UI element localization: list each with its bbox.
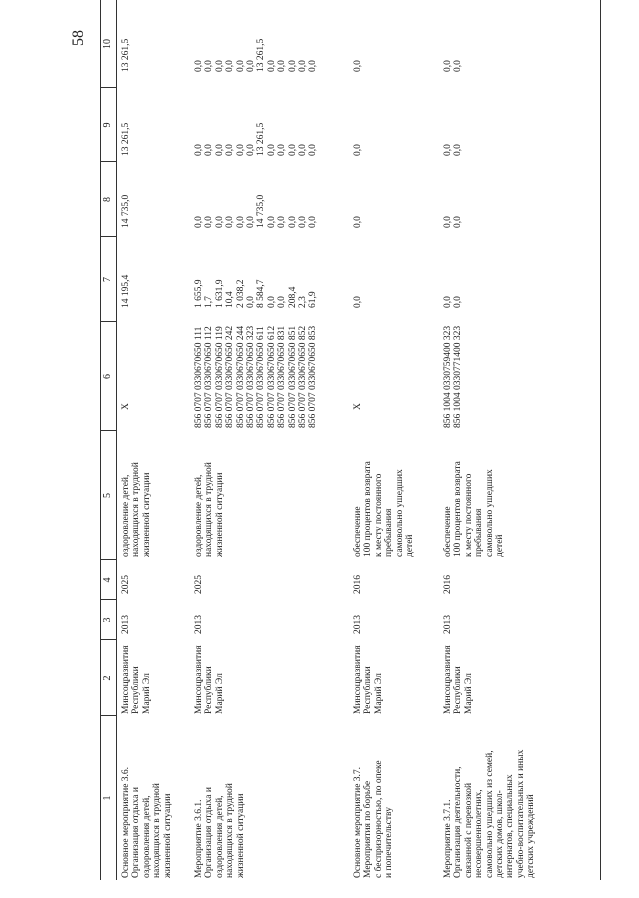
row-0-col-3: 2013 [121, 615, 131, 634]
row-3-col-2: Минсоцразвития Республики Марий Эл [443, 645, 474, 714]
col-header-5: 5 [102, 493, 113, 498]
row-2-col-5: обеспечение 100 процентов возврата к месту постоянного пребывания самовольно ушедших детей [353, 461, 416, 557]
header-divider [116, 0, 117, 880]
col-header-3: 3 [102, 617, 113, 623]
row-0-col-10: 13 261,5 [121, 38, 131, 72]
table-border-top [100, 0, 101, 880]
row-1-col-9: 0,0 0,0 0,0 0,0 0,0 0,0 13 261,5 0,0 0,0 0,0 0,0 0,0 [194, 122, 319, 156]
row-3-col-5: обеспечение 100 процентов возврата к месту постоянного пребывания самовольно ушедших детей [443, 461, 506, 557]
page-number: 58 [70, 30, 87, 46]
row-1-col-1: Мероприятие 3.6.1. Организация отдыха и оздоровления детей, находящихся в трудной жизненной ситуации [194, 783, 246, 878]
row-0-col-1: Основное мероприятие 3.6. Организация отдыха и оздоровления детей, находящихся в трудной жизненной ситуации [121, 766, 173, 878]
row-0-col-9: 13 261,5 [121, 122, 131, 156]
row-1-col-10: 0,0 0,0 0,0 0,0 0,0 0,0 13 261,5 0,0 0,0 0,0 0,0 0,0 [194, 38, 319, 72]
row-0-col-8: 14 735,0 [121, 194, 131, 228]
row-1-col-6: 856 0707 0330670650 111 856 0707 0330670650 112 856 0707 0330670650 119 856 0707 0330670650 242 856 0707 0330670650 244 856 0707 0330670650 323 856 0707 0330670650 611 856 0707 0330670650 612 856 0707 0330670650 831 856 0707 0330670650 851 856 0707 0330670650 852 856 0707 0330670650 853 [194, 325, 319, 428]
col-header-4: 4 [102, 577, 113, 583]
row-3-col-6: 856 1004 0330759400 323 856 1004 0330771400 323 [443, 325, 464, 428]
row-1-col-5: оздоровление детей, находящихся в трудной жизненной ситуации [194, 462, 225, 557]
row-3-col-4: 2016 [443, 575, 453, 594]
row-0-col-2: Минсоцразвития Республики Марий Эл [121, 645, 152, 714]
row-2-col-9: 0,0 [353, 144, 363, 156]
table-border-bottom [600, 0, 601, 880]
row-3-col-8: 0,0 0,0 [443, 216, 464, 228]
row-2-col-2: Минсоцразвития Республики Марий Эл [353, 645, 384, 714]
row-0-col-7: 14 195,4 [121, 274, 131, 308]
row-3-col-10: 0,0 0,0 [443, 60, 464, 72]
row-2-col-7: 0,0 [353, 296, 363, 308]
col-header-6: 6 [102, 374, 113, 379]
row-2-col-3: 2013 [353, 615, 363, 634]
row-0-col-4: 2025 [121, 575, 131, 594]
col-header-2: 2 [102, 675, 113, 681]
row-1-col-2: Минсоцразвития Республики Марий Эл [194, 645, 225, 714]
col-header-10: 10 [102, 39, 113, 49]
col-header-7: 7 [102, 277, 113, 282]
row-2-col-8: 0,0 [353, 216, 363, 228]
row-1-col-3: 2013 [194, 615, 204, 634]
row-3-col-7: 0,0 0,0 [443, 296, 464, 308]
row-1-col-4: 2025 [194, 575, 204, 594]
row-2-col-1: Основное мероприятие 3.7. Мероприятия по борьбе с беспризорностью, по опеке и попечительству [353, 760, 395, 878]
row-0-col-5: оздоровление детей, находящихся в трудной жизненной ситуации [121, 462, 152, 557]
row-3-col-9: 0,0 0,0 [443, 144, 464, 156]
col-header-9: 9 [102, 122, 113, 128]
col-header-8: 8 [102, 197, 113, 202]
row-2-col-6: X [353, 403, 363, 410]
row-1-col-8: 0,0 0,0 0,0 0,0 0,0 0,0 14 735,0 0,0 0,0 0,0 0,0 0,0 [194, 194, 319, 228]
row-3-col-3: 2013 [443, 615, 453, 634]
row-1-col-7: 1 655,9 1,7 1 631,9 10,4 2 038,2 0,0 8 584,7 0,0 0,0 208,4 2,3 61,9 [194, 279, 319, 308]
rotated-table [100, 0, 600, 880]
row-0-col-6: X [121, 403, 131, 410]
row-3-col-1: Мероприятие 3.7.1. Организация деятельности, связанной с перевозкой несовершеннолетних, самовольно ушедших из семей, детских домов, школ- интернатов, специальных учебно-воспитательных и иных детских учреждений [443, 749, 537, 878]
col-header-1: 1 [102, 795, 113, 801]
row-2-col-10: 0,0 [353, 60, 363, 72]
row-2-col-4: 2016 [353, 575, 363, 594]
